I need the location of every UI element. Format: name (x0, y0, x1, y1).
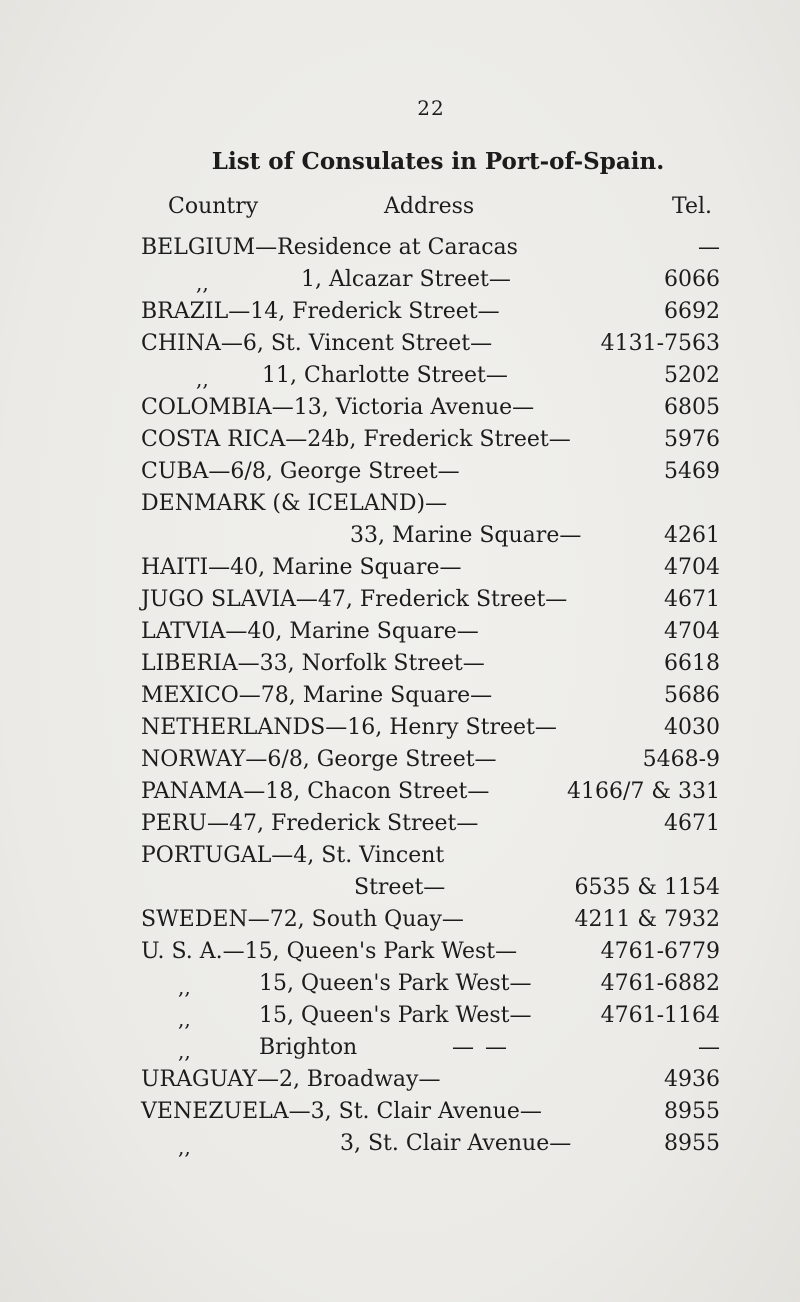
consulate-row (0, 872, 800, 904)
column-header-address: Address (384, 194, 475, 219)
telephone-number: 5686 (664, 683, 720, 708)
telephone-number: 8955 (664, 1099, 720, 1124)
telephone-number: 5202 (664, 363, 720, 388)
consulate-row (0, 744, 800, 776)
telephone-number: 4166/7 & 331 (567, 779, 720, 804)
column-header-country: Country (168, 194, 259, 219)
consulate-entry: 3, St. Clair Avenue— (340, 1131, 572, 1156)
consulate-entry: DENMARK (& ICELAND)— (141, 491, 448, 516)
telephone-number: — (698, 1035, 720, 1060)
telephone-number: 4030 (664, 715, 720, 740)
consulate-row (0, 968, 800, 1000)
consulate-entry: 1, Alcazar Street— (301, 267, 511, 292)
consulate-entry: SWEDEN—72, South Quay— (141, 907, 464, 932)
consulate-row (0, 808, 800, 840)
consulate-entry: 11, Charlotte Street— (262, 363, 508, 388)
consulate-entry: NETHERLANDS—16, Henry Street— (141, 715, 557, 740)
consulate-entry: 15, Queen's Park West— (259, 971, 532, 996)
ditto-mark: ,, (178, 1135, 191, 1159)
telephone-number: 5468-9 (642, 747, 720, 772)
consulate-entry: LIBERIA—33, Norfolk Street— (141, 651, 485, 676)
page-title: List of Consulates in Port-of-Spain. (211, 148, 665, 175)
consulate-row (0, 1096, 800, 1128)
telephone-number: 4671 (664, 587, 720, 612)
consulate-row (0, 520, 800, 552)
consulate-entry: 15, Queen's Park West— (259, 1003, 532, 1028)
consulate-entry: PERU—47, Frederick Street— (141, 811, 479, 836)
page-number: 22 (417, 96, 445, 120)
telephone-number: 4761-1164 (600, 1003, 720, 1028)
consulate-row (0, 680, 800, 712)
consulate-row (0, 616, 800, 648)
consulate-row (0, 392, 800, 424)
ditto-mark: ,, (178, 975, 191, 999)
consulate-row (0, 552, 800, 584)
ditto-mark: ,, (178, 1039, 191, 1063)
consulate-entry: HAITI—40, Marine Square— (141, 555, 462, 580)
telephone-number: 4936 (664, 1067, 720, 1092)
consulate-entry: LATVIA—40, Marine Square— (141, 619, 479, 644)
consulate-entry: U. S. A.—15, Queen's Park West— (141, 939, 518, 964)
telephone-number: 6535 & 1154 (574, 875, 720, 900)
consulate-row (0, 264, 800, 296)
consulate-row (0, 296, 800, 328)
consulate-row (0, 424, 800, 456)
consulate-row (0, 1128, 800, 1160)
consulate-entry: CUBA—6/8, George Street— (141, 459, 460, 484)
ditto-mark: ,, (178, 1007, 191, 1031)
telephone-number: 4671 (664, 811, 720, 836)
consulate-entry: PANAMA—18, Chacon Street— (141, 779, 490, 804)
consulate-row (0, 776, 800, 808)
consulate-entry: VENEZUELA—3, St. Clair Avenue— (141, 1099, 542, 1124)
consulate-entry: JUGO SLAVIA—47, Frederick Street— (141, 587, 568, 612)
consulate-entry: MEXICO—78, Marine Square— (141, 683, 493, 708)
consulate-row (0, 232, 800, 264)
telephone-number: 6618 (664, 651, 720, 676)
telephone-number: 4261 (664, 523, 720, 548)
consulate-entry: Brighton (259, 1035, 358, 1060)
consulate-row (0, 488, 800, 520)
telephone-number: 4704 (664, 555, 720, 580)
consulate-row (0, 328, 800, 360)
consulate-row (0, 648, 800, 680)
telephone-number: 5469 (664, 459, 720, 484)
consulate-row (0, 1000, 800, 1032)
consulate-entry: PORTUGAL—4, St. Vincent (141, 843, 445, 868)
column-header-tel: Tel. (671, 194, 712, 219)
consulate-entry: Street— (354, 875, 446, 900)
telephone-number: 4761-6779 (600, 939, 720, 964)
consulate-row (0, 1064, 800, 1096)
telephone-number: 4761-6882 (600, 971, 720, 996)
consulate-row (0, 1032, 800, 1064)
telephone-number: 5976 (664, 427, 720, 452)
consulate-entry: NORWAY—6/8, George Street— (141, 747, 497, 772)
consulate-row (0, 360, 800, 392)
ditto-mark: ,, (196, 367, 209, 391)
telephone-number: 4131-7563 (600, 331, 720, 356)
consulate-entry: URAGUAY—2, Broadway— (141, 1067, 441, 1092)
consulate-entry: COLOMBIA—13, Victoria Avenue— (141, 395, 535, 420)
consulate-row (0, 584, 800, 616)
consulate-row (0, 456, 800, 488)
telephone-number: 6066 (664, 267, 720, 292)
consulate-entry: COSTA RICA—24b, Frederick Street— (141, 427, 571, 452)
consulate-entry: BRAZIL—14, Frederick Street— (141, 299, 500, 324)
telephone-number: — (698, 235, 720, 260)
consulate-entry: CHINA—6, St. Vincent Street— (141, 331, 493, 356)
consulate-list (0, 232, 800, 1160)
telephone-number: 6692 (664, 299, 720, 324)
consulate-row (0, 904, 800, 936)
consulate-row (0, 936, 800, 968)
ditto-mark: ,, (196, 271, 209, 295)
consulate-entry: BELGIUM—Residence at Caracas (141, 235, 518, 260)
placeholder-dashes: — — (452, 1035, 509, 1060)
telephone-number: 8955 (664, 1131, 720, 1156)
telephone-number: 6805 (664, 395, 720, 420)
telephone-number: 4704 (664, 619, 720, 644)
consulate-entry: 33, Marine Square— (350, 523, 582, 548)
consulate-row (0, 712, 800, 744)
consulate-row (0, 840, 800, 872)
telephone-number: 4211 & 7932 (574, 907, 720, 932)
